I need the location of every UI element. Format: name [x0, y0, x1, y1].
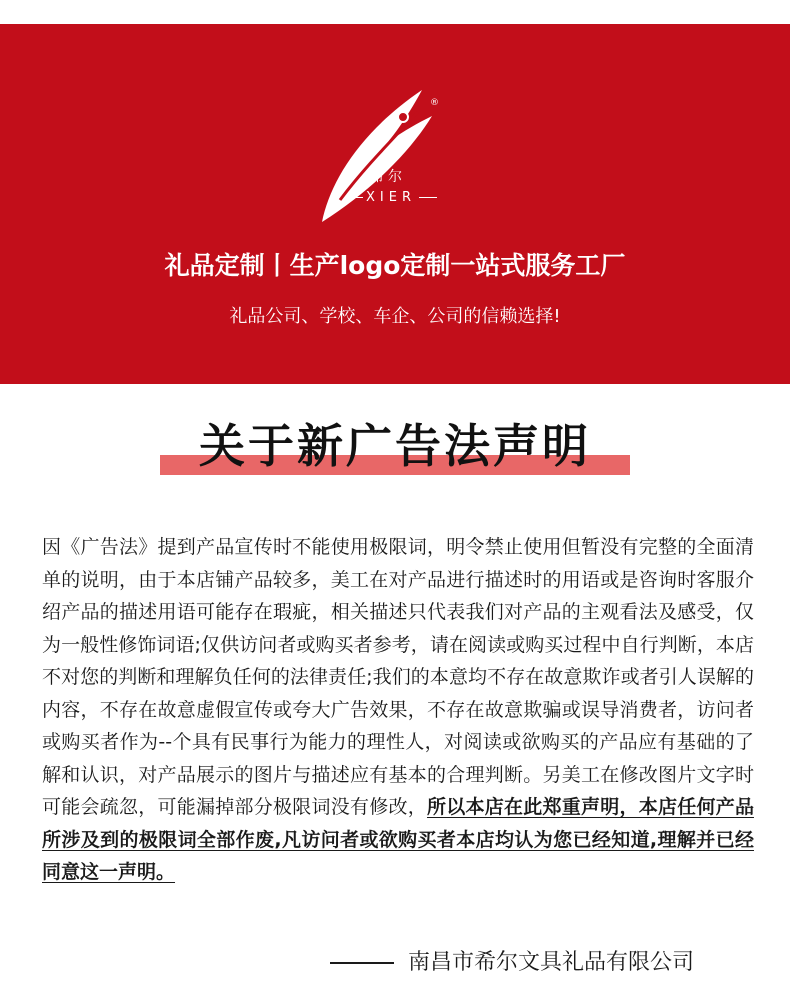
signature-text: 南昌市希尔文具礼品有限公司 [408, 950, 695, 975]
slogan: 礼品定制丨生产logo定制一站式服务工厂 [164, 251, 626, 280]
registered-mark: ® [430, 98, 439, 108]
signature-dash [330, 962, 394, 964]
brand-name-cn: 希尔 [370, 169, 406, 185]
signature [330, 945, 694, 976]
notice-body-emphasis: 所以本店在此郑重声明，本店任何产品所涉及到的极限词全部作废,凡访问者或欲购买者本店均认为您已经知道,理解并已经同意这一声明。 [42, 796, 754, 883]
notice-title: 关于新广告法声明 [199, 419, 591, 473]
dash-left [345, 197, 363, 199]
notice-body-plain: 因《广告法》提到产品宣传时不能使用极限词，明令禁止使用但暂没有完整的全面清单的说明，由于本店铺产品较多，美工在对产品进行描述时的用语或是咨询时客服介绍产品的描述用语可能存在瑕疵，相关描述只代表我们对产品的主观看法及感受，仅为一般性修饰词语;仅供访问者或购买者参考，请在阅读或购买过程中自行判断，本店不对您的判断和理解负任何的法律责任;我们的本意均不存在故意欺诈或者引人误解的内容，不存在故意虚假宣传或夸大广告效果，不存在故意欺骗或误导消费者，访问者或购买者作为--个具有民事行为能力的理性人，对阅读或欲购买的产品应有基础的了解和认识，对产品展示的图片与描述应有基本的合理判断。另美工在修改图片文字时可能会疏忽，可能漏掉部分极限词没有修改， [42, 536, 754, 818]
subslogan: 礼品公司、学校、车企、公司的信赖选择! [229, 306, 561, 327]
pen-nib-logo-icon [310, 72, 480, 232]
notice-body [42, 531, 754, 889]
dash-right [419, 197, 437, 199]
brand-name-en-text: XIER [366, 190, 416, 205]
brand-name-en [336, 190, 446, 205]
